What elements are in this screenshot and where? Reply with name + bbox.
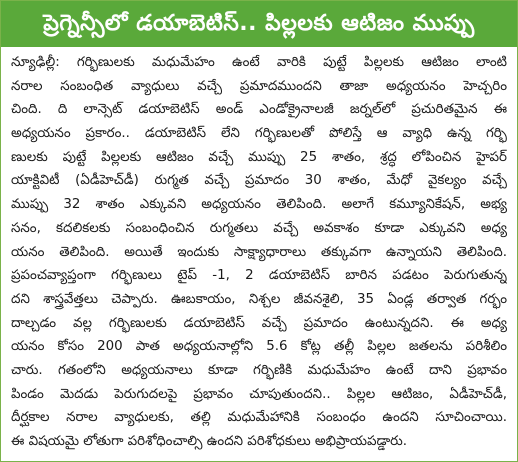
body-line: ముప్పు 32 శాతం ఎక్కువని అధ్యయనం తెలిపింది. అలాగే కమ్యూనికేషన్, అభ్య [11,197,507,213]
body-line: యాక్టివిటీ (ఏడీహెచ్‌డీ) రుగ్మత వచ్చే ప్రమాదం 30 శాతం, మేధో వైకల్యం వచ్చే [11,173,507,189]
body-line: యనం తెలిపింది. అయితే ఇందుకు సాక్ష్యాధారాలు తక్కువగా ఉన్నాయని తెలిపింది. [11,244,507,260]
body-line: ప్రపంచవ్యాప్తంగా గర్భిణులు టైప్ -1, 2 డయాబెటిస్ బారిన పడటం పెరుగుతున్న [11,268,507,284]
body-line: అధ్యయనం ప్రకారం.. డయాబెటిస్ లేని గర్భిణులతో పోలిస్తే ఆ వ్యాధి ఉన్న గర్భి [11,126,507,142]
body-line: న్యూఢిల్లీ: గర్భిణులకు మధుమేహం ఉంటే వారికి పుట్టే పిల్లలకు ఆటిజం లాంటి [11,55,507,70]
body-line: సనం, కదలికలకు సంబంధించిన రుగ్మతలు వచ్చే అవకాశం కూడా ఎక్కువని అధ్య [11,220,507,236]
headline: ప్రెగ్నెన్సీలో డయాబెటిస్.. పిల్లలకు ఆటిజం ముప్పు [43,11,475,36]
body-line: దాల్చడం వల్ల గర్భిణులకు డయాబెటిస్ వచ్చే ప్రమాదం ఉంటున్నదని. ఈ అధ్య [11,315,507,331]
body-line: పిండం మెదడు పెరుగుదలపై ప్రభావం చూపుతుందని.. పిల్లల ఆటిజం, ఏడీహెచ్‌డీ, [11,386,507,402]
headline-banner [1,1,517,47]
body-line: దీర్ఘకాల నరాల వ్యాధులకు, తల్లి మధుమేహానికి సంబంధం ఉందని సూచించాయి. [11,410,507,426]
body-line: చింది. ది లాన్సెట్ డయాబెటిస్ అండ్ ఎండోక్రైనాలజీ జర్నల్‌లో ప్రచురితమైన ఈ [11,102,507,118]
body-line: దని శాస్త్రవేత్తలు చెప్పారు. ఊబకాయం, నిశ్చల జీవనశైలి, 35 ఏండ్ల తర్వాత గర్భం [11,291,507,307]
body-line: ఈ విషయమై లోతుగా పరిశోధించాల్సి ఉందని పరిశోధకులు అభిప్రాయపడ్డారు. [11,434,407,449]
body-line: చారు. గతంలోని అధ్యయనాలు కూడా గర్భిణికి మధుమేహం ఉంటే దాని ప్రభావం [11,362,507,378]
body-line: ణులకు పుట్టే పిల్లలకు ఆటిజం వచ్చే ముప్పు 25 శాతం, శ్రద్ధ లోపించిన హైపర్ [11,149,507,165]
body-line: యనం కోసం 200 పాత అధ్యయనాల్లోని 5.6 కోట్ల తల్లీ పిల్లల జతలను పరిశీలిం [11,339,507,355]
article-body [11,51,507,457]
body-line: నరాల సంబంధిత వ్యాధులు వచ్చే ప్రమాదముందని తాజా అధ్యయనం హెచ్చరిం [11,78,507,94]
